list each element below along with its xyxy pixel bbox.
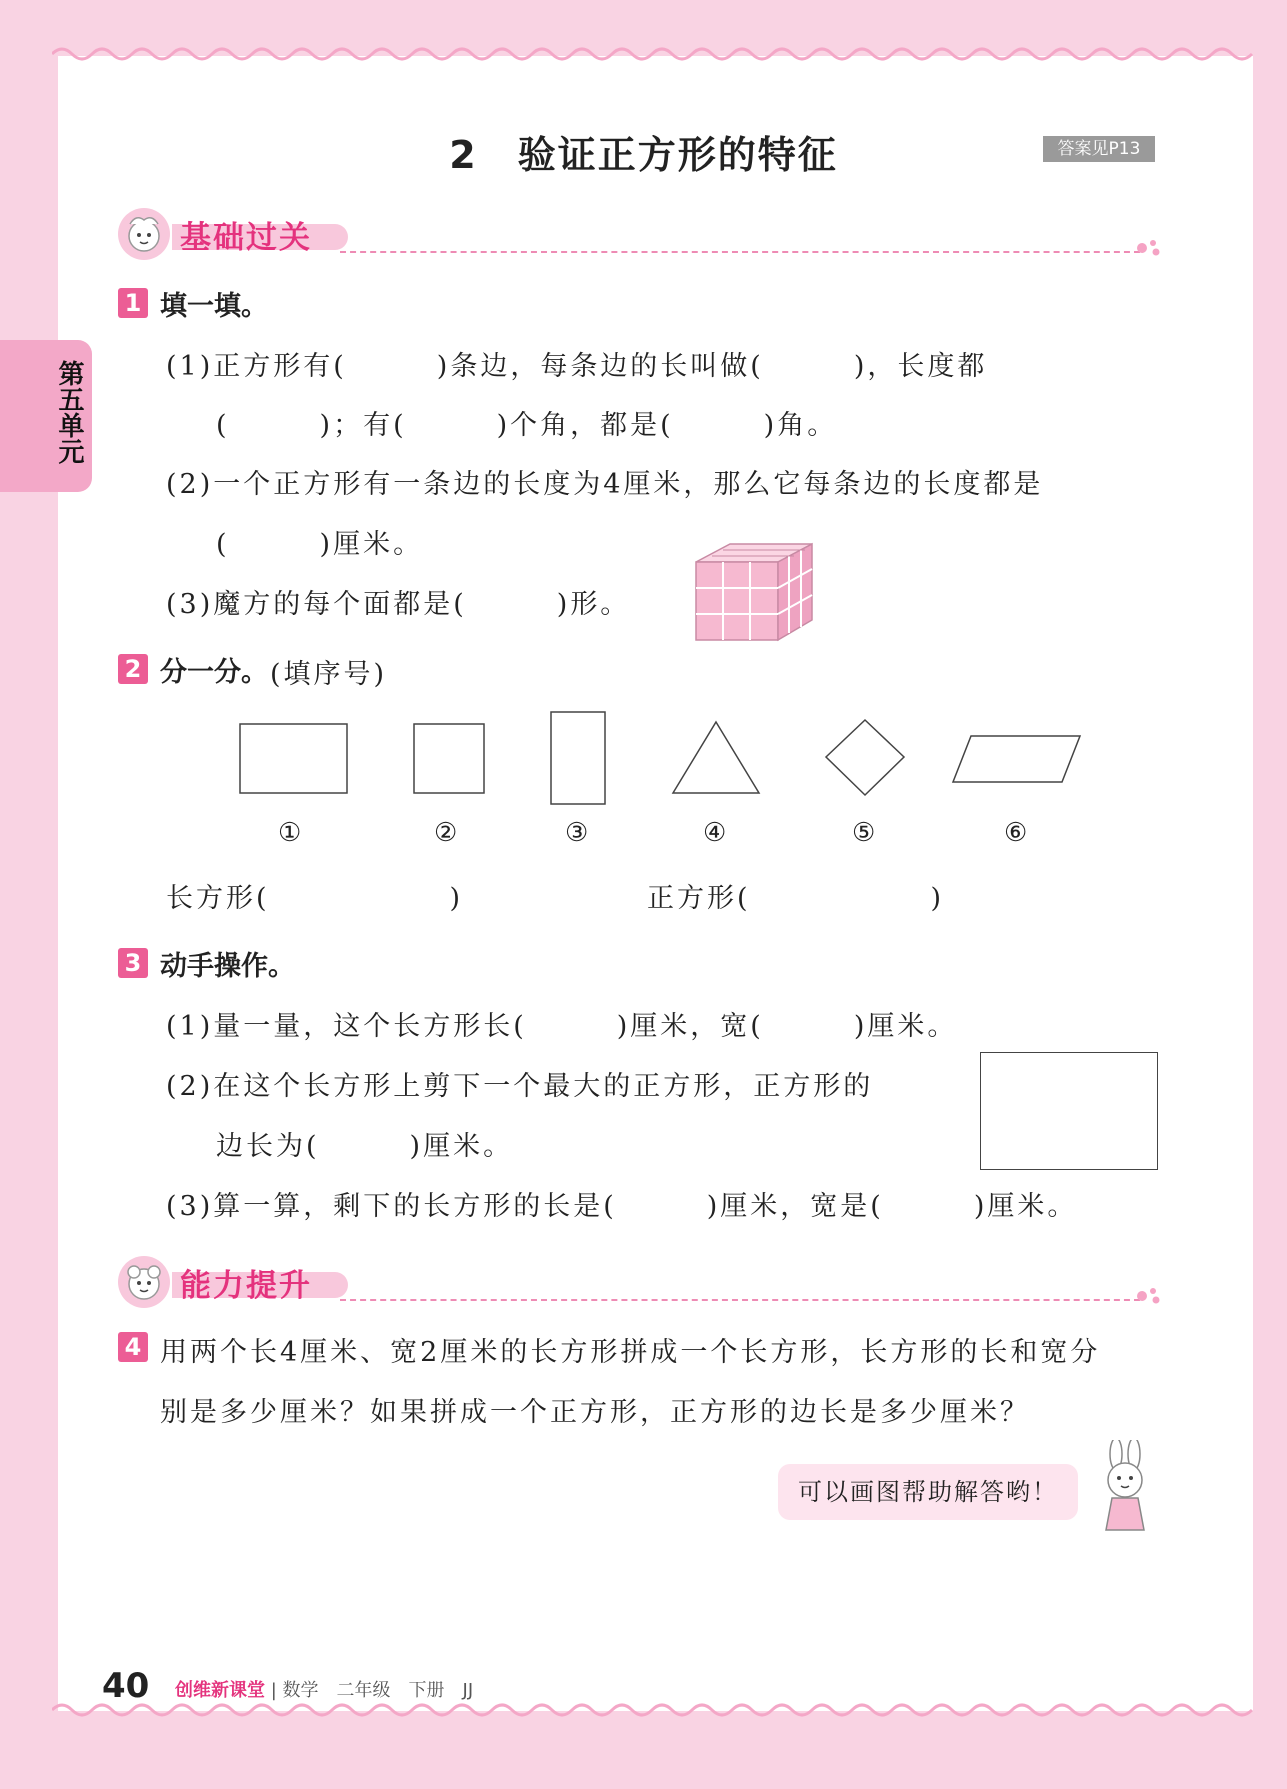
question-2-badge: 2 [118,654,148,684]
question-3-heading: 动手操作。 [160,951,295,982]
rubiks-cube-icon [692,540,816,644]
decor-dots-icon [1134,236,1164,258]
mascot-sheep-icon [116,1254,172,1310]
decor-dots-icon [1134,1284,1164,1306]
answer-reference-badge: 答案见P13 [1043,136,1155,162]
q4-line-1: 用两个长4厘米、宽2厘米的长方形拼成一个长方形，长方形的长和宽分 [160,1337,1101,1368]
shape-1-rectangle [240,724,347,793]
unit-side-tab-label: 第五单元 [54,360,84,464]
q4-line-2: 别是多少厘米？如果拼成一个正方形，正方形的边长是多少厘米？ [160,1397,1030,1428]
shape-1-label: ① [278,818,302,848]
q3-line-2: (2)在这个长方形上剪下一个最大的正方形，正方形的 [166,1071,874,1102]
q3-rectangle-figure [980,1052,1158,1170]
shape-5-rotated-square [826,720,904,795]
shape-2-square [414,724,484,793]
section-basic-heading: 基础过关 [180,220,312,256]
shape-5-label: ⑤ [852,818,876,848]
question-1-badge: 1 [118,288,148,318]
footer-book-info: | 数学 二年级 下册 JJ [270,1680,474,1701]
q1-line-3: (2)一个正方形有一条边的长度为4厘米，那么它每条边的长度都是 [166,469,1044,500]
rabbit-mascot-icon [1090,1440,1160,1540]
q1-line-5: (3)魔方的每个面都是( )形。 [166,589,631,620]
wavy-border-top [52,44,1257,64]
shapes-figure [200,700,1100,810]
shape-2-label: ② [434,818,458,848]
q1-line-1: (1)正方形有( )条边，每条边的长叫做( )，长度都 [166,351,988,382]
question-4-badge: 4 [118,1332,148,1362]
page-title: 2 验证正方形的特征 [449,133,838,177]
square-answer-line: 正方形( ) [647,883,945,914]
question-2-note: (填序号) [270,659,388,690]
q3-line-4: (3)算一算，剩下的长方形的长是( )厘米，宽是( )厘米。 [166,1191,1078,1222]
shape-6-parallelogram [953,736,1080,782]
shape-6-label: ⑥ [1004,818,1028,848]
shape-4-triangle [673,722,759,793]
wavy-border-bottom [52,1700,1257,1720]
q1-line-4: ( )厘米。 [216,529,424,560]
section-basic-divider [340,251,1140,253]
footer-brand-name: 创维新课堂 [175,1680,265,1701]
question-2-heading: 分一分。 [160,657,268,688]
shape-4-label: ④ [703,818,727,848]
section-advanced-heading: 能力提升 [180,1268,312,1304]
footer-brand [175,1676,473,1702]
question-1-heading: 填一填。 [160,291,268,322]
mascot-goat-icon [116,206,172,262]
question-3-badge: 3 [118,948,148,978]
section-advanced-divider [340,1299,1140,1301]
q3-line-1: (1)量一量，这个长方形长( )厘米，宽( )厘米。 [166,1011,958,1042]
hint-speech-bubble: 可以画图帮助解答哟！ [778,1464,1078,1520]
shape-3-tall-rectangle [551,712,605,804]
shape-3-label: ③ [565,818,589,848]
q3-line-3: 边长为( )厘米。 [216,1131,514,1162]
q1-line-2: ( )；有( )个角，都是( )角。 [216,410,838,441]
rectangle-answer-line: 长方形( ) [166,883,464,914]
page-number: 40 [102,1666,150,1706]
